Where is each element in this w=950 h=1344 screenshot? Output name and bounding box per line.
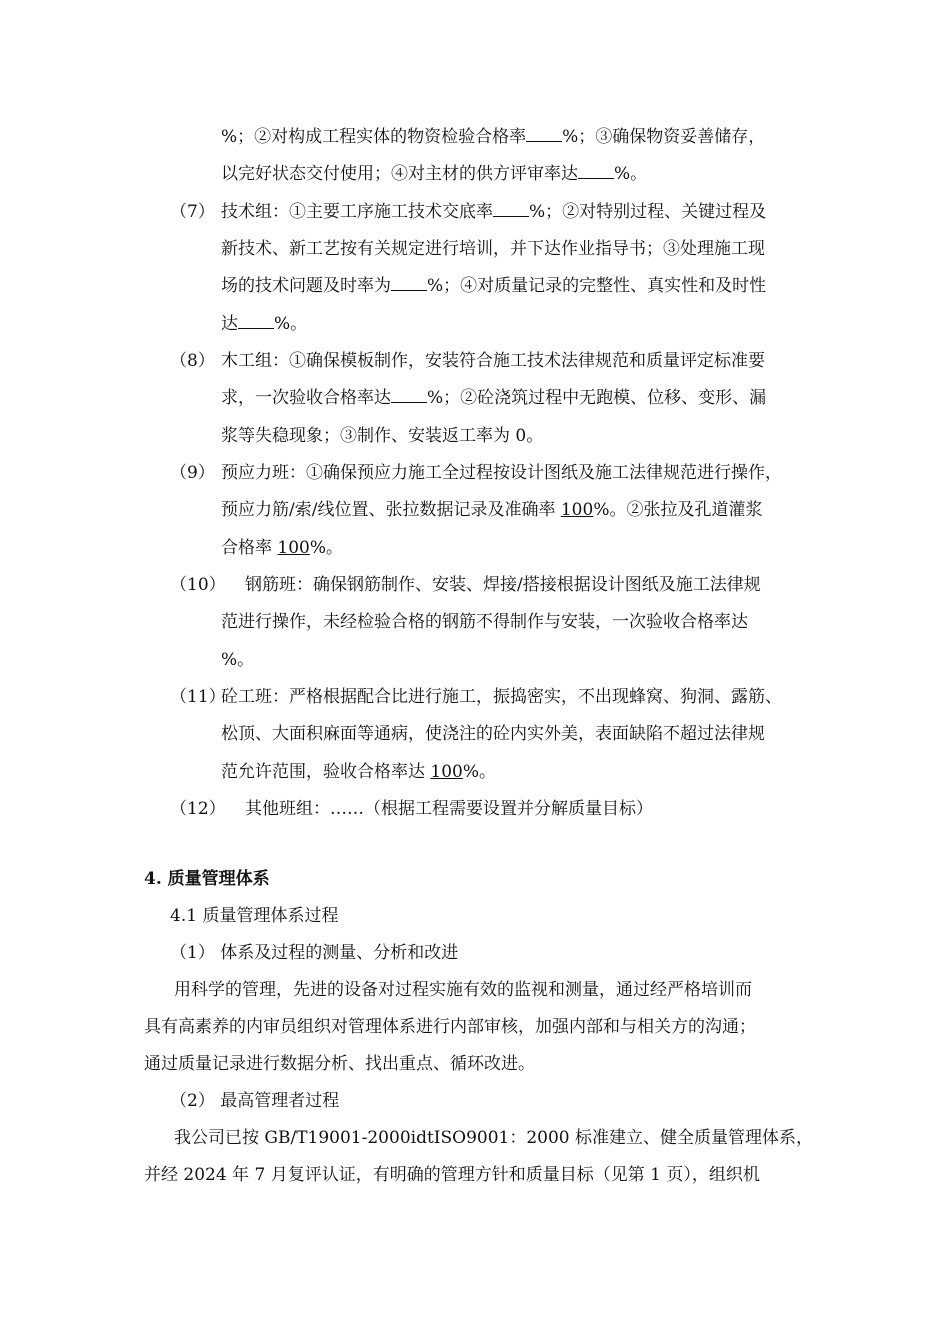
paragraph-line: 我公司已按 GB/T19001-2000idtISO9001：2000 标准建立、健全质量管理体系，	[174, 1128, 814, 1148]
text-span: %。	[462, 762, 497, 782]
fill-blank	[526, 126, 562, 142]
item-number: （10）	[170, 575, 226, 595]
text-line	[221, 761, 496, 783]
text-span: %。②张拉及孔道灌浆	[593, 500, 763, 520]
text-span: 场的技术问题及时率为	[221, 276, 391, 296]
fill-blank	[578, 163, 614, 179]
text-span: %；②砼浇筑过程中无跑模、位移、变形、漏	[427, 388, 767, 408]
item-number: （7）	[170, 202, 215, 222]
text-line: 砼工班：严格根据配合比进行施工，振捣密实，不出现蜂窝、狗洞、露筋、	[221, 687, 782, 707]
text-span: %；②对构成工程实体的物资检验合格率	[221, 127, 527, 147]
subsection-heading: 4.1 质量管理体系过程	[170, 906, 339, 926]
text-span: 求，一次验收合格率达	[221, 388, 391, 408]
text-span: %。	[309, 538, 344, 558]
text-line: 木工组：①确保模板制作，安装符合施工技术法律规范和质量评定标准要	[221, 351, 765, 371]
text-line: 浆等失稳现象；③制作、安装返工率为 0。	[221, 426, 544, 446]
text-line: 钢筋班：确保钢筋制作、安装、焊接/搭接根据设计图纸及施工法律规	[245, 575, 761, 595]
fill-blank	[391, 275, 427, 291]
text-line	[221, 163, 647, 185]
subsection-item: （2） 最高管理者过程	[170, 1091, 340, 1111]
text-span: 技术组：①主要工序施工技术交底率	[221, 202, 493, 222]
item-number: （8）	[170, 351, 215, 371]
item-number: （11）	[170, 687, 226, 707]
text-line	[221, 499, 762, 521]
text-span: 合格率	[221, 538, 278, 558]
text-line: %。	[221, 650, 255, 670]
fill-blank	[238, 313, 274, 329]
text-span: %。	[614, 164, 648, 184]
text-span: %；④对质量记录的完整性、真实性和及时性	[427, 276, 767, 296]
text-span: %；②对特别过程、关键过程及	[529, 202, 767, 222]
text-span: %；③确保物资妥善储存，	[562, 127, 766, 147]
text-line	[221, 201, 766, 223]
text-line: 新技术、新工艺按有关规定进行培训，并下达作业指导书；③处理施工现	[221, 239, 765, 259]
fill-blank	[493, 201, 529, 217]
paragraph-line: 具有高素养的内审员组织对管理体系进行内部审核，加强内部和与相关方的沟通；	[144, 1017, 756, 1037]
paragraph-line: 并经 2024 年 7 月复评认证，有明确的管理方针和质量目标（见第 1 页），组织机	[144, 1165, 760, 1185]
text-span: 以完好状态交付使用；④对主材的供方评审率达	[221, 164, 578, 184]
text-line: 范进行操作，未经检验合格的钢筋不得制作与安装，一次验收合格率达	[221, 612, 748, 632]
text-line	[221, 387, 766, 409]
text-line	[221, 275, 766, 297]
text-span: 达	[221, 314, 238, 334]
text-span: 范允许范围，验收合格率达	[221, 762, 431, 782]
underlined-value: 100	[277, 538, 310, 558]
text-line	[221, 126, 765, 148]
subsection-item: （1） 体系及过程的测量、分析和改进	[170, 943, 459, 963]
paragraph-line: 用科学的管理，先进的设备对过程实施有效的监视和测量，通过经严格培训而	[174, 980, 752, 1000]
fill-blank	[391, 387, 427, 403]
text-line	[221, 313, 307, 335]
item-number: （9）	[170, 463, 215, 483]
underlined-value: 100	[560, 500, 594, 520]
paragraph-line: 通过质量记录进行数据分析、找出重点、循环改进。	[144, 1054, 535, 1074]
underlined-value: 100	[430, 762, 463, 782]
item-number: （12）	[170, 799, 226, 819]
text-span: %。	[274, 314, 308, 334]
text-line: 预应力班：①确保预应力施工全过程按设计图纸及施工法律规范进行操作，	[221, 463, 782, 483]
text-span: 预应力筋/索/线位置、张拉数据记录及准确率	[221, 500, 561, 520]
text-line	[221, 537, 343, 559]
section-heading: 4. 质量管理体系	[144, 869, 270, 889]
text-line: 松顶、大面积麻面等通病，使浇注的砼内实外美，表面缺陷不超过法律规	[221, 724, 765, 744]
text-line: 其他班组：……（根据工程需要设置并分解质量目标）	[245, 799, 653, 819]
